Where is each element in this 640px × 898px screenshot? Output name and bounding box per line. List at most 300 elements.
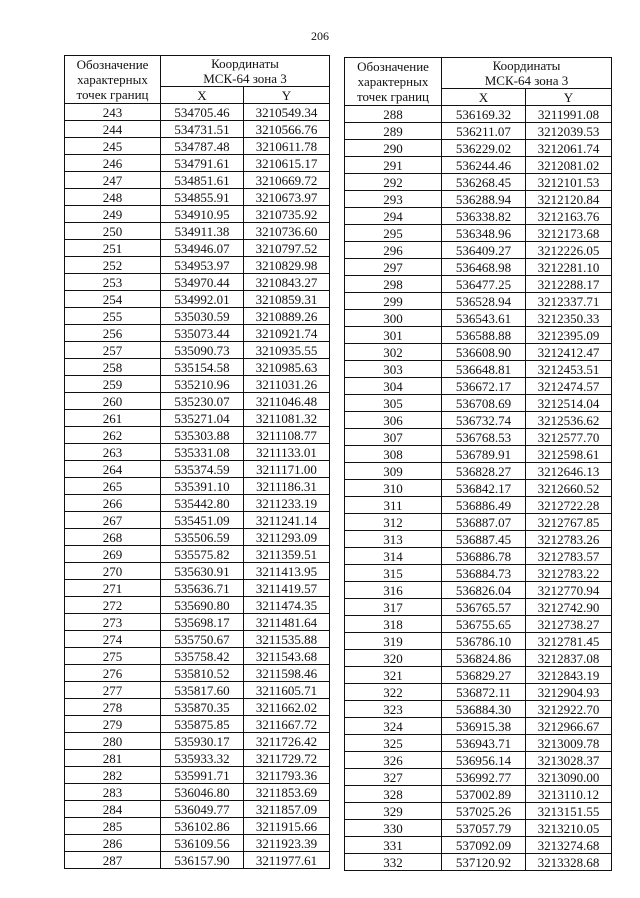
x-coordinate-cell: 536102.86 bbox=[161, 818, 244, 835]
x-coordinate-cell: 536826.04 bbox=[442, 582, 526, 599]
x-coordinate-cell: 534851.61 bbox=[161, 172, 244, 189]
y-column-header: Y bbox=[244, 87, 330, 104]
point-number-cell: 322 bbox=[345, 684, 442, 701]
x-coordinate-cell: 535758.42 bbox=[161, 648, 244, 665]
y-coordinate-cell: 3211667.72 bbox=[244, 716, 330, 733]
point-number-cell: 255 bbox=[65, 308, 161, 325]
x-coordinate-cell: 535073.44 bbox=[161, 325, 244, 342]
point-number-cell: 330 bbox=[345, 820, 442, 837]
x-coordinate-cell: 536828.27 bbox=[442, 463, 526, 480]
y-coordinate-cell: 3212837.08 bbox=[526, 650, 612, 667]
table-row bbox=[65, 631, 330, 648]
y-coordinate-cell: 3212577.70 bbox=[526, 429, 612, 446]
table-row bbox=[345, 752, 612, 769]
point-number-cell: 290 bbox=[345, 140, 442, 157]
table-row bbox=[345, 599, 612, 616]
table-row bbox=[345, 480, 612, 497]
x-coordinate-cell: 537057.79 bbox=[442, 820, 526, 837]
x-coordinate-cell: 536755.65 bbox=[442, 616, 526, 633]
table-row bbox=[65, 512, 330, 529]
table-row bbox=[65, 274, 330, 291]
y-coordinate-cell: 3212536.62 bbox=[526, 412, 612, 429]
point-number-cell: 332 bbox=[345, 854, 442, 871]
x-coordinate-cell: 535154.58 bbox=[161, 359, 244, 376]
table-row bbox=[345, 463, 612, 480]
coordinates-header-line1: Координаты bbox=[211, 56, 279, 71]
y-coordinate-cell: 3211413.95 bbox=[244, 563, 330, 580]
x-coordinate-cell: 535875.85 bbox=[161, 716, 244, 733]
point-number-cell: 276 bbox=[65, 665, 161, 682]
point-number-cell: 258 bbox=[65, 359, 161, 376]
y-coordinate-cell: 3212226.05 bbox=[526, 242, 612, 259]
table-row bbox=[345, 174, 612, 191]
x-coordinate-cell: 536468.98 bbox=[442, 259, 526, 276]
y-coordinate-cell: 3212288.17 bbox=[526, 276, 612, 293]
point-number-cell: 293 bbox=[345, 191, 442, 208]
table-row bbox=[65, 835, 330, 852]
y-coordinate-cell: 3212722.28 bbox=[526, 497, 612, 514]
y-coordinate-cell: 3210566.76 bbox=[244, 121, 330, 138]
x-coordinate-cell: 535391.10 bbox=[161, 478, 244, 495]
y-coordinate-cell: 3211293.09 bbox=[244, 529, 330, 546]
table-row bbox=[65, 529, 330, 546]
x-coordinate-cell: 536049.77 bbox=[161, 801, 244, 818]
point-number-cell: 267 bbox=[65, 512, 161, 529]
point-number-cell: 254 bbox=[65, 291, 161, 308]
y-coordinate-cell: 3210829.98 bbox=[244, 257, 330, 274]
x-coordinate-cell: 536338.82 bbox=[442, 208, 526, 225]
x-coordinate-cell: 534970.44 bbox=[161, 274, 244, 291]
y-coordinate-cell: 3212767.85 bbox=[526, 514, 612, 531]
x-coordinate-cell: 535210.96 bbox=[161, 376, 244, 393]
table-row bbox=[65, 240, 330, 257]
table-row bbox=[345, 395, 612, 412]
x-coordinate-cell: 535810.52 bbox=[161, 665, 244, 682]
x-coordinate-cell: 536829.27 bbox=[442, 667, 526, 684]
y-coordinate-cell: 3211853.69 bbox=[244, 784, 330, 801]
x-coordinate-cell: 536872.11 bbox=[442, 684, 526, 701]
point-number-cell: 257 bbox=[65, 342, 161, 359]
y-coordinate-cell: 3212163.76 bbox=[526, 208, 612, 225]
x-coordinate-cell: 536887.45 bbox=[442, 531, 526, 548]
x-coordinate-cell: 536887.07 bbox=[442, 514, 526, 531]
y-coordinate-cell: 3210615.17 bbox=[244, 155, 330, 172]
point-number-cell: 286 bbox=[65, 835, 161, 852]
x-coordinate-cell: 535230.07 bbox=[161, 393, 244, 410]
table-row bbox=[65, 716, 330, 733]
point-number-cell: 261 bbox=[65, 410, 161, 427]
table-row bbox=[65, 206, 330, 223]
table-row bbox=[345, 803, 612, 820]
table-row bbox=[345, 633, 612, 650]
x-coordinate-cell: 536992.77 bbox=[442, 769, 526, 786]
x-coordinate-cell: 535817.60 bbox=[161, 682, 244, 699]
x-coordinate-cell: 536956.14 bbox=[442, 752, 526, 769]
point-number-cell: 275 bbox=[65, 648, 161, 665]
coordinates-header bbox=[442, 58, 612, 89]
point-number-cell: 244 bbox=[65, 121, 161, 138]
point-number-cell: 283 bbox=[65, 784, 161, 801]
x-column-header: X bbox=[161, 87, 244, 104]
table-row bbox=[65, 546, 330, 563]
x-coordinate-cell: 536348.96 bbox=[442, 225, 526, 242]
y-coordinate-cell: 3211481.64 bbox=[244, 614, 330, 631]
table-row bbox=[345, 225, 612, 242]
y-coordinate-cell: 3212904.93 bbox=[526, 684, 612, 701]
table-row bbox=[345, 701, 612, 718]
y-coordinate-cell: 3213210.05 bbox=[526, 820, 612, 837]
point-number-cell: 307 bbox=[345, 429, 442, 446]
y-coordinate-cell: 3212350.33 bbox=[526, 310, 612, 327]
point-number-cell: 287 bbox=[65, 852, 161, 869]
point-number-cell: 243 bbox=[65, 104, 161, 121]
table-row bbox=[65, 155, 330, 172]
y-coordinate-cell: 3211915.66 bbox=[244, 818, 330, 835]
table-row bbox=[65, 427, 330, 444]
y-coordinate-cell: 3212783.26 bbox=[526, 531, 612, 548]
y-coordinate-cell: 3211133.01 bbox=[244, 444, 330, 461]
table-row bbox=[345, 191, 612, 208]
point-number-cell: 320 bbox=[345, 650, 442, 667]
y-coordinate-cell: 3212738.27 bbox=[526, 616, 612, 633]
x-coordinate-cell: 535303.88 bbox=[161, 427, 244, 444]
table-row bbox=[65, 563, 330, 580]
x-coordinate-cell: 536708.69 bbox=[442, 395, 526, 412]
y-coordinate-cell: 3212453.51 bbox=[526, 361, 612, 378]
y-coordinate-cell: 3210843.27 bbox=[244, 274, 330, 291]
table-row bbox=[345, 718, 612, 735]
table-row bbox=[345, 514, 612, 531]
y-coordinate-cell: 3211991.08 bbox=[526, 106, 612, 123]
left-table-body bbox=[65, 104, 330, 869]
table-row bbox=[345, 378, 612, 395]
y-coordinate-cell: 3210921.74 bbox=[244, 325, 330, 342]
x-coordinate-cell: 536211.07 bbox=[442, 123, 526, 140]
point-number-cell: 274 bbox=[65, 631, 161, 648]
x-coordinate-cell: 536608.90 bbox=[442, 344, 526, 361]
table-row bbox=[65, 699, 330, 716]
y-coordinate-cell: 3212783.22 bbox=[526, 565, 612, 582]
table-row bbox=[65, 189, 330, 206]
point-number-cell: 291 bbox=[345, 157, 442, 174]
x-coordinate-cell: 535451.09 bbox=[161, 512, 244, 529]
coordinates-table-right bbox=[344, 57, 612, 871]
point-number-cell: 299 bbox=[345, 293, 442, 310]
y-coordinate-cell: 3211474.35 bbox=[244, 597, 330, 614]
y-coordinate-cell: 3212922.70 bbox=[526, 701, 612, 718]
x-coordinate-cell: 534953.97 bbox=[161, 257, 244, 274]
table-row bbox=[345, 429, 612, 446]
point-number-cell: 273 bbox=[65, 614, 161, 631]
point-number-cell: 263 bbox=[65, 444, 161, 461]
x-coordinate-cell: 534731.51 bbox=[161, 121, 244, 138]
y-coordinate-cell: 3212783.57 bbox=[526, 548, 612, 565]
table-row bbox=[65, 750, 330, 767]
table-row bbox=[65, 223, 330, 240]
point-number-cell: 252 bbox=[65, 257, 161, 274]
y-coordinate-cell: 3211171.00 bbox=[244, 461, 330, 478]
table-row bbox=[345, 242, 612, 259]
table-row bbox=[345, 837, 612, 854]
point-number-cell: 303 bbox=[345, 361, 442, 378]
x-coordinate-cell: 536884.73 bbox=[442, 565, 526, 582]
point-number-cell: 324 bbox=[345, 718, 442, 735]
y-coordinate-cell: 3212474.57 bbox=[526, 378, 612, 395]
table-row bbox=[65, 461, 330, 478]
table-row bbox=[345, 616, 612, 633]
x-coordinate-cell: 536943.71 bbox=[442, 735, 526, 752]
point-number-cell: 278 bbox=[65, 699, 161, 716]
point-number-cell: 251 bbox=[65, 240, 161, 257]
y-coordinate-cell: 3213110.12 bbox=[526, 786, 612, 803]
y-coordinate-cell: 3211031.26 bbox=[244, 376, 330, 393]
table-row bbox=[65, 138, 330, 155]
y-coordinate-cell: 3211793.36 bbox=[244, 767, 330, 784]
x-coordinate-cell: 536543.61 bbox=[442, 310, 526, 327]
table-row bbox=[65, 308, 330, 325]
y-coordinate-cell: 3210549.34 bbox=[244, 104, 330, 121]
point-number-cell: 300 bbox=[345, 310, 442, 327]
coordinates-header-line2: МСК-64 зона 3 bbox=[484, 73, 569, 88]
y-coordinate-cell: 3210669.72 bbox=[244, 172, 330, 189]
point-number-cell: 329 bbox=[345, 803, 442, 820]
x-coordinate-cell: 535690.80 bbox=[161, 597, 244, 614]
point-number-cell: 271 bbox=[65, 580, 161, 597]
x-coordinate-cell: 535630.91 bbox=[161, 563, 244, 580]
point-number-cell: 250 bbox=[65, 223, 161, 240]
y-coordinate-cell: 3211419.57 bbox=[244, 580, 330, 597]
table-row bbox=[345, 497, 612, 514]
point-number-cell: 253 bbox=[65, 274, 161, 291]
point-number-cell: 248 bbox=[65, 189, 161, 206]
x-coordinate-cell: 536824.86 bbox=[442, 650, 526, 667]
table-row bbox=[345, 259, 612, 276]
point-number-cell: 306 bbox=[345, 412, 442, 429]
y-coordinate-cell: 3213028.37 bbox=[526, 752, 612, 769]
x-coordinate-cell: 534787.48 bbox=[161, 138, 244, 155]
table-row bbox=[65, 359, 330, 376]
x-coordinate-cell: 537025.26 bbox=[442, 803, 526, 820]
table-row bbox=[65, 291, 330, 308]
y-coordinate-cell: 3211729.72 bbox=[244, 750, 330, 767]
table-row bbox=[65, 784, 330, 801]
point-number-cell: 325 bbox=[345, 735, 442, 752]
x-coordinate-cell: 536288.94 bbox=[442, 191, 526, 208]
x-coordinate-cell: 536789.91 bbox=[442, 446, 526, 463]
table-row bbox=[345, 412, 612, 429]
x-coordinate-cell: 536229.02 bbox=[442, 140, 526, 157]
y-coordinate-cell: 3212646.13 bbox=[526, 463, 612, 480]
table-row bbox=[65, 818, 330, 835]
point-number-cell: 319 bbox=[345, 633, 442, 650]
point-number-cell: 279 bbox=[65, 716, 161, 733]
y-coordinate-cell: 3210935.55 bbox=[244, 342, 330, 359]
y-coordinate-cell: 3212660.52 bbox=[526, 480, 612, 497]
table-row bbox=[65, 393, 330, 410]
x-coordinate-cell: 534855.91 bbox=[161, 189, 244, 206]
table-row bbox=[65, 597, 330, 614]
x-coordinate-cell: 535331.08 bbox=[161, 444, 244, 461]
y-coordinate-cell: 3211186.31 bbox=[244, 478, 330, 495]
point-number-cell: 308 bbox=[345, 446, 442, 463]
y-coordinate-cell: 3212101.53 bbox=[526, 174, 612, 191]
point-number-cell: 280 bbox=[65, 733, 161, 750]
x-coordinate-cell: 534992.01 bbox=[161, 291, 244, 308]
point-number-cell: 270 bbox=[65, 563, 161, 580]
point-number-cell: 298 bbox=[345, 276, 442, 293]
table-row bbox=[345, 684, 612, 701]
y-coordinate-cell: 3212395.09 bbox=[526, 327, 612, 344]
x-coordinate-cell: 535374.59 bbox=[161, 461, 244, 478]
table-row bbox=[65, 767, 330, 784]
point-number-cell: 295 bbox=[345, 225, 442, 242]
point-number-cell: 294 bbox=[345, 208, 442, 225]
y-coordinate-cell: 3213009.78 bbox=[526, 735, 612, 752]
point-number-cell: 318 bbox=[345, 616, 442, 633]
x-coordinate-cell: 536765.57 bbox=[442, 599, 526, 616]
x-coordinate-cell: 536169.32 bbox=[442, 106, 526, 123]
y-coordinate-cell: 3213151.55 bbox=[526, 803, 612, 820]
table-row bbox=[65, 104, 330, 121]
x-coordinate-cell: 535636.71 bbox=[161, 580, 244, 597]
x-coordinate-cell: 536409.27 bbox=[442, 242, 526, 259]
x-coordinate-cell: 535750.67 bbox=[161, 631, 244, 648]
point-number-cell: 326 bbox=[345, 752, 442, 769]
point-number-cell: 328 bbox=[345, 786, 442, 803]
point-number-cell: 316 bbox=[345, 582, 442, 599]
point-number-cell: 317 bbox=[345, 599, 442, 616]
x-coordinate-cell: 535933.32 bbox=[161, 750, 244, 767]
x-coordinate-cell: 536268.45 bbox=[442, 174, 526, 191]
point-number-cell: 269 bbox=[65, 546, 161, 563]
point-label-header-line3: точек границ bbox=[76, 87, 149, 102]
point-number-cell: 312 bbox=[345, 514, 442, 531]
table-row bbox=[65, 257, 330, 274]
y-coordinate-cell: 3212966.67 bbox=[526, 718, 612, 735]
y-coordinate-cell: 3211923.39 bbox=[244, 835, 330, 852]
point-number-cell: 310 bbox=[345, 480, 442, 497]
point-number-cell: 309 bbox=[345, 463, 442, 480]
y-coordinate-cell: 3212061.74 bbox=[526, 140, 612, 157]
y-coordinate-cell: 3211241.14 bbox=[244, 512, 330, 529]
x-coordinate-cell: 534910.95 bbox=[161, 206, 244, 223]
y-coordinate-cell: 3211543.68 bbox=[244, 648, 330, 665]
table-row bbox=[345, 548, 612, 565]
point-number-cell: 292 bbox=[345, 174, 442, 191]
x-coordinate-cell: 534791.61 bbox=[161, 155, 244, 172]
point-label-header-line1: Обозначение bbox=[76, 57, 149, 72]
y-coordinate-cell: 3211046.48 bbox=[244, 393, 330, 410]
point-number-cell: 288 bbox=[345, 106, 442, 123]
point-number-cell: 247 bbox=[65, 172, 161, 189]
y-coordinate-cell: 3211857.09 bbox=[244, 801, 330, 818]
point-number-cell: 296 bbox=[345, 242, 442, 259]
table-row bbox=[65, 478, 330, 495]
point-number-cell: 264 bbox=[65, 461, 161, 478]
right-table-body bbox=[345, 106, 612, 871]
table-row bbox=[65, 682, 330, 699]
table-row bbox=[65, 172, 330, 189]
y-coordinate-cell: 3212781.45 bbox=[526, 633, 612, 650]
x-coordinate-cell: 535271.04 bbox=[161, 410, 244, 427]
point-number-cell: 281 bbox=[65, 750, 161, 767]
coordinates-table-left bbox=[64, 55, 330, 869]
point-number-cell: 272 bbox=[65, 597, 161, 614]
y-coordinate-cell: 3212120.84 bbox=[526, 191, 612, 208]
point-number-cell: 314 bbox=[345, 548, 442, 565]
x-coordinate-cell: 535090.73 bbox=[161, 342, 244, 359]
point-number-cell: 245 bbox=[65, 138, 161, 155]
point-number-cell: 305 bbox=[345, 395, 442, 412]
y-coordinate-cell: 3212412.47 bbox=[526, 344, 612, 361]
table-row bbox=[345, 667, 612, 684]
table-row bbox=[65, 852, 330, 869]
y-coordinate-cell: 3210673.97 bbox=[244, 189, 330, 206]
x-coordinate-cell: 536648.81 bbox=[442, 361, 526, 378]
y-coordinate-cell: 3212843.19 bbox=[526, 667, 612, 684]
x-coordinate-cell: 536786.10 bbox=[442, 633, 526, 650]
y-coordinate-cell: 3210985.63 bbox=[244, 359, 330, 376]
point-label-header-line2: характерных bbox=[357, 74, 429, 89]
y-coordinate-cell: 3211662.02 bbox=[244, 699, 330, 716]
table-row bbox=[65, 648, 330, 665]
y-coordinate-cell: 3211977.61 bbox=[244, 852, 330, 869]
coordinates-header bbox=[161, 56, 330, 87]
table-row bbox=[345, 735, 612, 752]
table-row bbox=[65, 495, 330, 512]
page-number: 206 bbox=[311, 29, 329, 43]
y-coordinate-cell: 3210611.78 bbox=[244, 138, 330, 155]
x-coordinate-cell: 536886.49 bbox=[442, 497, 526, 514]
x-coordinate-cell: 536768.53 bbox=[442, 429, 526, 446]
y-coordinate-cell: 3210735.92 bbox=[244, 206, 330, 223]
y-column-header: Y bbox=[526, 89, 612, 106]
x-coordinate-cell: 536915.38 bbox=[442, 718, 526, 735]
point-number-cell: 262 bbox=[65, 427, 161, 444]
y-coordinate-cell: 3212598.61 bbox=[526, 446, 612, 463]
point-label-header bbox=[65, 56, 161, 104]
y-coordinate-cell: 3212337.71 bbox=[526, 293, 612, 310]
x-coordinate-cell: 534705.46 bbox=[161, 104, 244, 121]
y-coordinate-cell: 3212742.90 bbox=[526, 599, 612, 616]
x-coordinate-cell: 536842.17 bbox=[442, 480, 526, 497]
y-coordinate-cell: 3213328.68 bbox=[526, 854, 612, 871]
table-row bbox=[345, 820, 612, 837]
point-number-cell: 285 bbox=[65, 818, 161, 835]
x-coordinate-cell: 534946.07 bbox=[161, 240, 244, 257]
point-number-cell: 284 bbox=[65, 801, 161, 818]
table-row bbox=[65, 121, 330, 138]
x-coordinate-cell: 536477.25 bbox=[442, 276, 526, 293]
x-coordinate-cell: 536046.80 bbox=[161, 784, 244, 801]
table-row bbox=[65, 614, 330, 631]
point-number-cell: 331 bbox=[345, 837, 442, 854]
point-number-cell: 268 bbox=[65, 529, 161, 546]
y-coordinate-cell: 3211605.71 bbox=[244, 682, 330, 699]
y-coordinate-cell: 3212039.53 bbox=[526, 123, 612, 140]
point-number-cell: 301 bbox=[345, 327, 442, 344]
y-coordinate-cell: 3212514.04 bbox=[526, 395, 612, 412]
point-number-cell: 265 bbox=[65, 478, 161, 495]
x-coordinate-cell: 536528.94 bbox=[442, 293, 526, 310]
x-coordinate-cell: 535991.71 bbox=[161, 767, 244, 784]
point-number-cell: 297 bbox=[345, 259, 442, 276]
x-coordinate-cell: 535930.17 bbox=[161, 733, 244, 750]
x-coordinate-cell: 536588.88 bbox=[442, 327, 526, 344]
x-coordinate-cell: 536886.78 bbox=[442, 548, 526, 565]
coordinates-header-line2: МСК-64 зона 3 bbox=[203, 71, 287, 86]
x-coordinate-cell: 535506.59 bbox=[161, 529, 244, 546]
